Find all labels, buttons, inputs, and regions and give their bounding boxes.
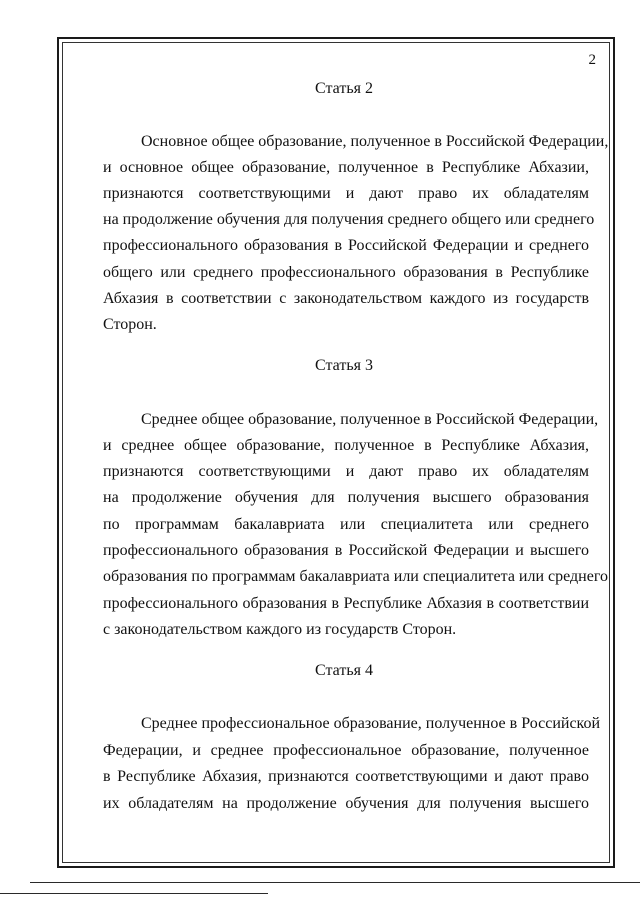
article-4-line-1: Среднее профессиональное образование, полученное в Российской	[141, 715, 601, 732]
article-3-line-2: и среднее общее образование, полученное в Республике Абхазия,	[103, 437, 589, 454]
article-2-line-2: и основное общее образование, полученное в Республике Абхазии,	[103, 159, 589, 176]
article-2-line-1: Основное общее образование, полученное в Российской Федерации,	[141, 133, 609, 150]
article-2-line-8: Сторон.	[103, 316, 157, 333]
article-3-line-9: с законодательством каждого из государств Сторон.	[103, 621, 457, 638]
article-2-line-3: признаются соответствующими и дают право их обладателям	[103, 185, 589, 202]
article-2-line-7: Абхазия в соответствии с законодательством каждого из государств	[103, 290, 589, 307]
page-number: 2	[588, 52, 596, 68]
article-3-line-6: профессионального образования в Российской Федерации и высшего	[103, 542, 589, 559]
article-3-line-4: на продолжение обучения для получения высшего образования	[103, 489, 589, 506]
article-4-line-3: в Республике Абхазия, признаются соответствующими и дают право	[103, 768, 589, 785]
article-2-line-4: на продолжение обучения для получения среднего общего или среднего	[103, 211, 595, 228]
article-3-line-1: Среднее общее образование, полученное в Российской Федерации,	[141, 411, 599, 428]
article-3-line-8: профессионального образования в Республике Абхазия в соответствии	[103, 595, 589, 612]
scan-edge-line	[30, 882, 640, 883]
article-4-line-4: их обладателям на продолжение обучения для получения высшего	[103, 795, 589, 812]
article-3-heading: Статья 3	[315, 357, 373, 374]
article-3-line-5: по программам бакалавриата или специалитета или среднего	[103, 516, 589, 533]
article-3-line-3: признаются соответствующими и дают право их обладателям	[103, 463, 589, 480]
article-4-heading: Статья 4	[315, 662, 373, 679]
article-4-line-2: Федерации, и среднее профессиональное образование, полученное	[103, 742, 589, 759]
article-2-line-5: профессионального образования в Российской Федерации и среднего	[103, 237, 589, 254]
scan-edge-line-short	[0, 893, 268, 894]
article-2-heading: Статья 2	[315, 80, 373, 97]
article-2-line-6: общего или среднего профессионального образования в Республике	[103, 264, 589, 281]
article-3-line-7: образования по программам бакалавриата или специалитета или среднего	[103, 568, 608, 585]
